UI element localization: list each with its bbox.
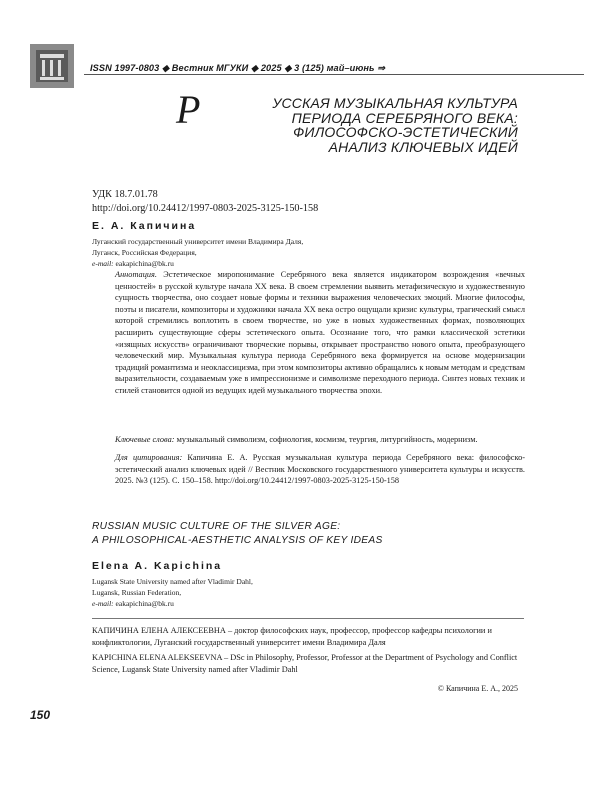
- english-title: [92, 520, 383, 548]
- keywords-text: музыкальный символизм, софиология, космизм, теургия, литургийность, модернизм.: [174, 435, 478, 444]
- title-line: АНАЛИЗ КЛЮЧЕВЫХ ИДЕЙ: [328, 138, 518, 155]
- affiliation-line: Луганский государственный университет имени Владимира Даля,: [92, 237, 304, 246]
- english-affiliation: [92, 576, 253, 609]
- abstract-text: Эстетическое миропонимание Серебряного века является индикатором возрождения «вечных ценностей» в русской культуре начала XX века. В своем стремлении выявить метафизическую и художественную сущность творчества, оно создает новые формы и техники выражения человеческих эмоций. Многие философы, поэты и писатели, композиторы и художники начала XX века остро ощущали кризис культуры, трагический смысл которой стремились воплотить в своем творчестве, но уже в новых художественных формах, позволяющих расширить существующие сферы эстетического опыта. Осознание того, что рамки классической эстетики «изящных искусств» ограничивают творческие порывы, открывает пространство нового опыта, преобразующего человеческий мир. Музыкальная культура периода Серебряного века формируется на основе модернизации традиций романтизма и неоклассицизма, при этом композиторы активно обращались к новым методам и средствам выразительности, создаваемым уже в импрессионизме и символизме переходного периода. Синтез новых техник и стилей становится одной из ведущих идей музыкального творчества эпохи.: [115, 270, 525, 395]
- citation-text: Капичина Е. А. Русская музыкальная культура периода Серебряного века: философско-эстетический анализ ключевых идей // Вестник Московского государственного университета культуры и искусств. 2025. №3 (125). С. 150–158. http://doi.org/10.24412/1997-0803-2025-3125-150-158: [115, 453, 525, 486]
- title-line: ФИЛОСОФСКО-ЭСТЕТИЧЕСКИЙ: [293, 124, 518, 140]
- journal-header: ISSN 1997-0803 ◆ Вестник МГУКИ ◆ 2025 ◆ 3 (125) май–июнь ⇒: [90, 63, 386, 73]
- copyright: © Капичина Е. А., 2025: [437, 684, 518, 693]
- keywords: [115, 434, 525, 446]
- journal-logo-icon: [30, 44, 74, 88]
- section-divider: [92, 618, 524, 619]
- affiliation-line: Луганск, Российская Федерация,: [92, 248, 197, 257]
- email-link[interactable]: eakapichina@bk.ru: [115, 599, 174, 608]
- english-title-line: RUSSIAN MUSIC CULTURE OF THE SILVER AGE:: [92, 521, 341, 532]
- udk-code: УДК 18.7.01.78: [92, 189, 158, 200]
- page-number: 150: [30, 708, 51, 722]
- abstract-label: Аннотация.: [115, 270, 157, 279]
- author-name: Е. А. Капичина: [92, 220, 197, 232]
- title-line: ПЕРИОДА СЕРЕБРЯНОГО ВЕКА:: [291, 109, 518, 126]
- citation: [115, 452, 525, 487]
- author-bio-ru: КАПИЧИНА ЕЛЕНА АЛЕКСЕЕВНА – доктор философских наук, профессор, профессор кафедры психологии и конфликтологии, Луганский государственный университет имени Владимира Даля: [92, 626, 492, 648]
- affiliation-line: Lugansk, Russian Federation,: [92, 588, 182, 597]
- english-title-line: A PHILOSOPHICAL-AESTHETIC ANALYSIS OF KEY IDEAS: [92, 535, 383, 546]
- keywords-label: Ключевые слова:: [115, 435, 175, 444]
- email-link[interactable]: eakapichina@bk.ru: [115, 259, 174, 268]
- author-affiliation: [92, 236, 303, 269]
- affiliation-line: Lugansk State University named after Vladimir Dahl,: [92, 577, 253, 586]
- abstract: [115, 269, 525, 397]
- udk-block: [92, 188, 318, 216]
- email-label: e-mail:: [92, 599, 114, 608]
- title-drop-cap: Р: [176, 87, 201, 132]
- citation-label: Для цитирования:: [115, 453, 183, 462]
- header-rule: [84, 74, 584, 75]
- author-bio-en: KAPICHINA ELENA ALEKSEEVNA – DSc in Philosophy, Professor, Professor at the Department of Psychology and Conflict Science, Lugansk State University named after Vladimir Dahl: [92, 653, 518, 675]
- doi-link[interactable]: http://doi.org/10.24412/1997-0803-2025-3125-150-158: [92, 203, 319, 214]
- title-line: УССКАЯ МУЗЫКАЛЬНАЯ КУЛЬТУРА: [272, 95, 518, 111]
- email-label: e-mail:: [92, 259, 114, 268]
- article-title: [158, 87, 518, 155]
- english-author-name: Elena A. Kapichina: [92, 560, 223, 572]
